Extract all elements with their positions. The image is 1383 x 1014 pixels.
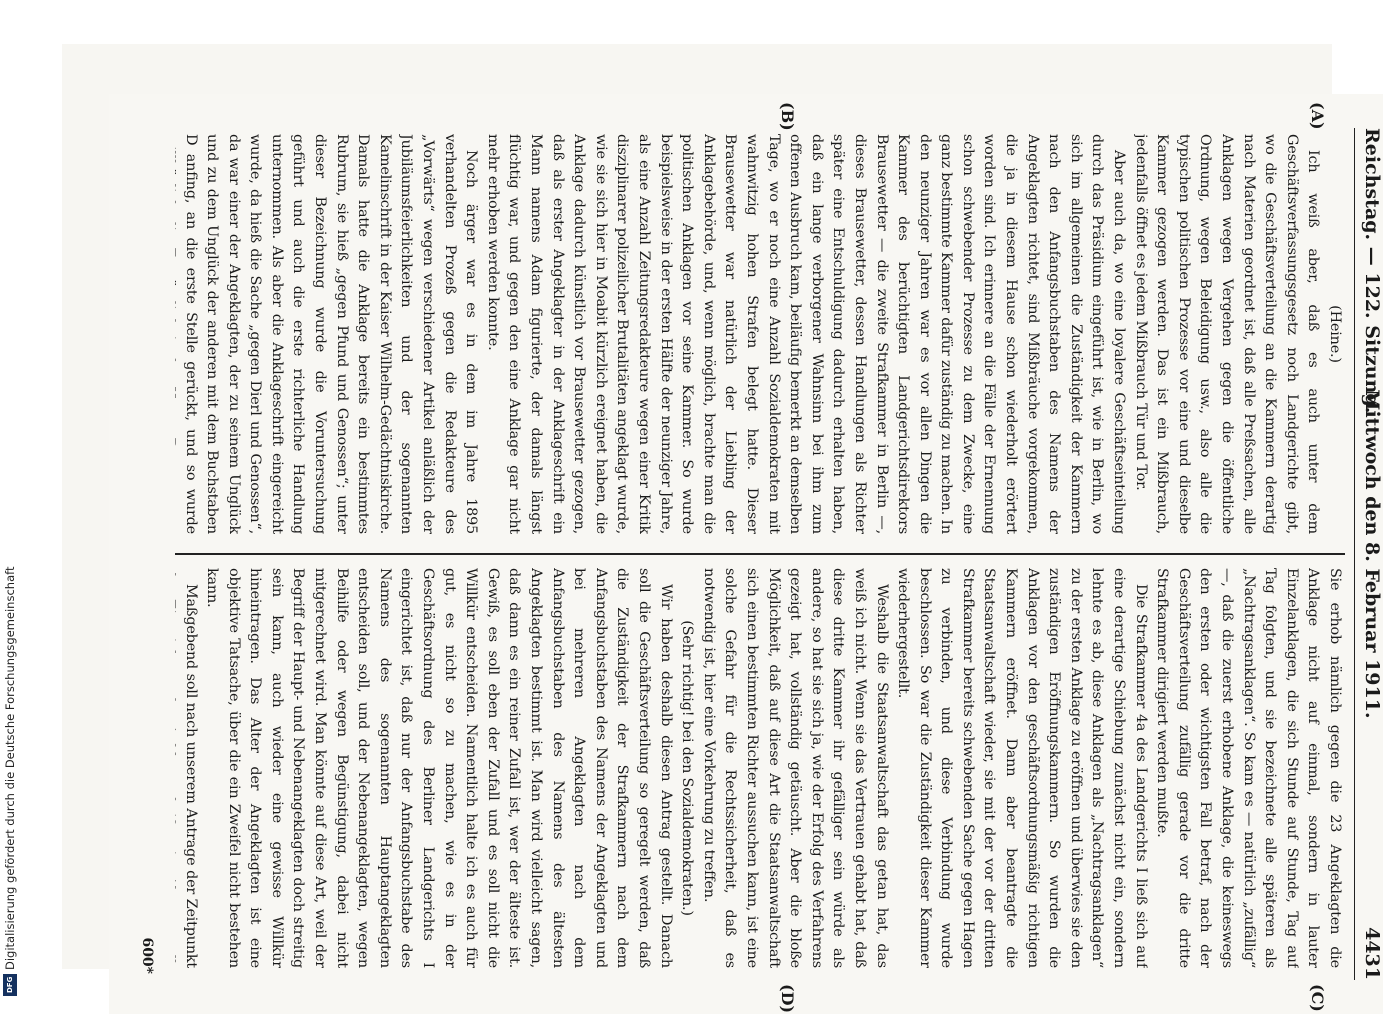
- dfg-logo-icon: DFG: [3, 974, 17, 996]
- paragraph: (Heine.): [1327, 305, 1343, 363]
- header-date: Mittwoch den 8. Februar 1911.: [1361, 389, 1383, 719]
- margin-marker-b: (B): [778, 102, 797, 131]
- margin-marker-c: (C): [1308, 984, 1327, 1012]
- text-column-left: [175, 134, 1345, 534]
- paragraph: Die Strafkammer 4a des Landgerichts I ließ sich auf eine derartige Schiebung zunächst nicht ein, sondern lehnte es ab, diese Anklagen als „Nachtragsanklagen“ zu der ersten Anklage zu eröffnen und überwies sie den zuständigen Eröffnungskammern. So wurden die Anklagen vor den geschäftsordnungsmäßig richtigen Kammern eröffnet. Dann aber beantragte die Staatsanwaltschaft wieder, sie mit der vor der dritten Strafkammer bereits schwebenden Sache gegen Hagen zu verbinden, und diese Verbindung wurde beschlossen. So war die Zuständigkeit dieser Kammer wiederhergestellt.: [895, 568, 1149, 968]
- paragraph: Ich weiß aber, daß es auch unter dem Geschäftsverfassungsgesetz noch Landgerichte gibt, wo die Geschäftsverteilung an die Kammern derartig nach Materien geordnet ist, daß alle Preßsachen, alle Anklagen wegen Vergehen gegen die öffentliche Ordnung, wegen Beleidigung usw., also alle die typischen politischen Prozesse vor eine und dieselbe Kammer gezogen werden. Das ist ein Mißbrauch, jedenfalls öffnet es jedem Mißbrauch Tür und Tor.: [1132, 134, 1322, 534]
- digitization-credit: Digitalisierung gefördert durch die Deutsche Forschungsgemeinschaft: [3, 566, 17, 970]
- header-session-title: Reichstag. — 122. Sitzung.: [1361, 128, 1383, 414]
- scanned-page-area: [62, 44, 1383, 1014]
- column-divider: [175, 553, 1345, 555]
- paragraph: Wir haben deshalb diesen Antrag gestellt. Danach soll die Geschäftsverteilung so geregelt werden, daß die Zuständigkeit der Strafkammern nach dem Anfangsbuchstaben des Namens der Angeklagten und bei mehreren Angeklagten nach dem Anfangsbuchstaben des Namens des ältesten Angeklagten bestimmt ist. Man wird vielleicht sagen, daß dann es ein reiner Zufall ist, wer der älteste ist. Gewiß, es soll eben der Zufall und es soll nicht die Willkür entscheiden. Namentlich halte ich es auch für gut, es nicht so zu machen, wie es in der Geschäftsordnung des Berliner Landgerichts I eingerichtet ist, daß nur der Anfangsbuchstabe des Namens des sogenannten Hauptangeklagten entscheiden soll, und der Nebenangeklagten, wegen Beihilfe oder wegen Begünstigung, dabei nicht mitgerechnet wird. Man könnte auf diese Art, weil der Begriff der Haupt- und Nebenangeklagten doch streitig sein kann, auch wieder eine gewisse Willkür hineintragen. Das Alter der Angeklagten ist eine objektive Tatsache, über die ein Zweifel nicht bestehen kann.: [204, 568, 674, 968]
- rotated-document-page: [109, 94, 1383, 1014]
- paragraph: (Sehr richtig! bei den Sozialdemokraten.): [679, 620, 696, 916]
- page-header: [1354, 128, 1383, 980]
- header-page-number: 4431: [1361, 927, 1383, 980]
- margin-marker-d: (D): [778, 984, 797, 1014]
- text-column-right: [175, 568, 1345, 968]
- page-footer-signature: 600*: [139, 937, 155, 974]
- paragraph: Noch ärger war es in dem im Jahre 1895 verhandelten Prozeß gegen die Redakteure des „Vorwärts“ wegen verschiedener Artikel anläßlich der Jubiläumsfeierlichkeiten und der sogenannten Kamelinschrift in der Kaiser Wilhelm-Gedächtniskirche. Damals hatte die Anklage bereits ein bestimmtes Rubrum, sie hieß „gegen Pfund und Genossen“; unter dieser Bezeichnung wurde die Voruntersuchung geführt und auch die erste richterliche Handlung unternommen. Als aber die Anklageschrift eingereicht wurde, da hieß die Sache „gegen Dierl und Genossen“, da war einer der Angeklagten, der zu seinem Unglück und zu dem Unglück der anderen mit dem Buchstaben D anfing, an die erste Stelle gerückt, und so wurde: [182, 134, 480, 534]
- margin-marker-a: (A): [1308, 102, 1327, 130]
- paragraph: Weshalb die Staatsanwaltschaft das getan hat, das weiß ich nicht. Wenn sie das Vertrauen gehabt hat, daß diese dritte Kammer ihr gefälliger sein würde als andere, so hat sie sich ja, wie der Erfolg des Verfahrens gezeigt hat, vollständig getäuscht. Aber die bloße Möglichkeit, daß auf diese Art die Staatsanwaltschaft sich einen bestimmten Richter aussuchen kann, ist eine solche Gefahr für die Rechtssicherheit, daß es notwendig ist, hier eine Vorkehrung zu treffen.: [700, 568, 890, 968]
- paragraph: Maßgebend soll nach unserem Antrage der Zeitpunkt: [182, 584, 199, 968]
- paragraph: Sie erhob nämlich gegen die 23 Angeklagten die Anklage nicht auf einmal, sondern in lauter Einzelanklagen, die sich Stunde auf Stunde, Tag auf Tag folgten, und sie bezeichnete alle späteren als „Nachtragsanklagen“. So kam es — natürlich „zufällig“ —, daß die zuerst erhobene Anklage, die keineswegs den ersten oder wichtigsten Fall betraf, nach der Geschäftsverteilung zufällig gerade vor die dritte Strafkammer dirigiert werden mußte.: [1154, 568, 1343, 968]
- paragraph: Aber auch da, wo eine loyalere Geschäftseinteilung durch das Präsidium eingeführt ist, wie in Berlin, wo sich im allgemeinen die Zuständigkeit der Kammern nach den Anfangsbuchstaben des Namens der Angeklagten richtet, sind Mißbräuche vorgekommen, die ja in diesem Hause schon wiederholt erörtert worden sind. Ich erinnere an die Fälle der Ernennung schon schwebender Prozesse zu dem Zwecke, eine ganz bestimmte Kammer dafür zuständig zu machen. In den neunziger Jahren war es vor allen Dingen die Kammer des berüchtigten Landgerichtsdirektors Brausewetter — die zweite Strafkammer in Berlin —, dieses Brausewetter, dessen Handlungen als Richter später eine Entschuldigung dadurch erhalten haben, daß ein lange verborgener Wahnsinn bei ihm zum offenen Ausbruch kam, beiläufig bemerkt an demselben Tage, wo er noch eine Anzahl Sozialdemokraten mit wahnwitzig hohen Strafen belegt hatte. Dieser Brausewetter war natürlich der Liebling der Anklagebehörde, und, wenn möglich, brachte man die politischen Anklagen vor seine Kammer. So wurde beispielsweise in der ersten Hälfte der neunziger Jahre, als eine Anzahl Zeitungsredakteure wegen einer Kritik disziplinarer polizeilicher Brutalitäten angeklagt wurde, wie sie sich hier in Moabit kürzlich ereignet haben, die Anklage dadurch künstlich vor Brausewetter gezogen, daß als erster Angeklagter in der Anklageschrift ein Mann namens Adam figurierte, der damals längst flüchtig war, und gegen den eine Anklage gar nicht mehr erhoben werden konnte.: [484, 134, 1128, 534]
